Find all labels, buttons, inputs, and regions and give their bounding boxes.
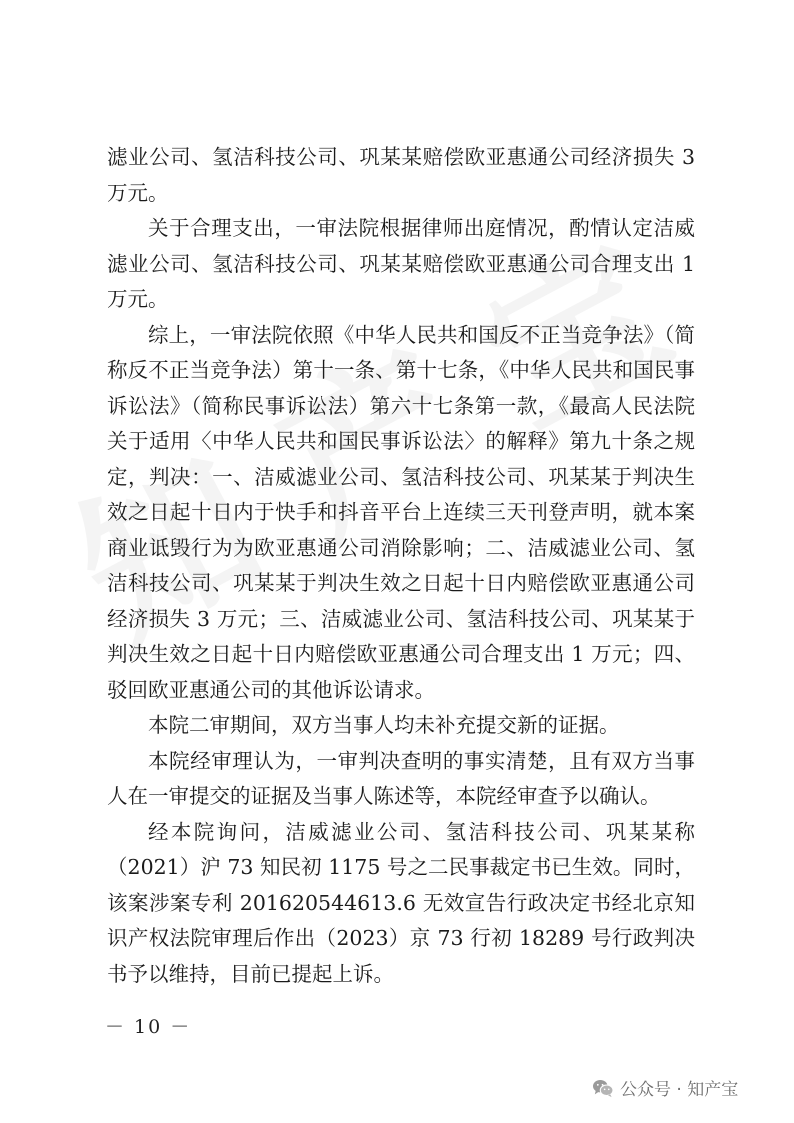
paragraph-first-instance-judgment: 综上，一审法院依照《中华人民共和国反不正当竞争法》（简称反不正当竞争法）第十一条、第十七条，《中华人民共和国民事诉讼法》（简称民事诉讼法）第六十七条第一款，《最高人民法院关于适用〈中华人民共和国民事诉讼法〉的解释》第九十条之规定，判决：一、洁威滤业公司、氢洁科技公司、巩某某于判决生效之日起十日内于快手和抖音平台上连续三天刊登声明，就本案商业诋毁行为为欧亚惠通公司消除影响；二、洁威滤业公司、氢洁科技公司、巩某某于判决生效之日起十日内赔偿欧亚惠通公司经济损失 3 万元；三、洁威滤业公司、氢洁科技公司、巩某某于判决生效之日起十日内赔偿欧亚惠通公司合理支出 1 万元；四、驳回欧亚惠通公司的其他诉讼请求。 <box>107 322 695 702</box>
paragraph-no-new-evidence: 本院二审期间，双方当事人均未补充提交新的证据。 <box>148 713 620 737</box>
paragraph-reasonable-expenses: 关于合理支出，一审法院根据律师出庭情况，酌情认定洁威滤业公司、氢洁科技公司、巩某某赔偿欧亚惠通公司合理支出 1 万元。 <box>107 216 695 311</box>
paragraph-continued: 滤业公司、氢洁科技公司、巩某某赔偿欧亚惠通公司经济损失 3 万元。 <box>107 145 695 205</box>
source-label: 公众号 · 知产宝 <box>620 1080 739 1100</box>
page-number: － 10 － <box>105 1016 192 1038</box>
source-badge <box>592 1075 738 1100</box>
document-body <box>107 140 695 992</box>
wechat-icon <box>592 1078 614 1098</box>
paragraph-court-inquiry: 经本院询问，洁威滤业公司、氢洁科技公司、巩某某称（2021）沪 73 知民初 1175 号之二民事裁定书已生效。同时，该案涉案专利 201620544613.6 无效宣告行政决定书经北京知识产权法院审理后作出（2023）京 73 行初 18289 号行政判决书予以维持，目前已提起上诉。 <box>107 819 695 986</box>
paragraph-facts-confirmed: 本院经审理认为，一审判决查明的事实清楚，且有双方当事人在一审提交的证据及当事人陈述等，本院经审查予以确认。 <box>107 748 695 808</box>
